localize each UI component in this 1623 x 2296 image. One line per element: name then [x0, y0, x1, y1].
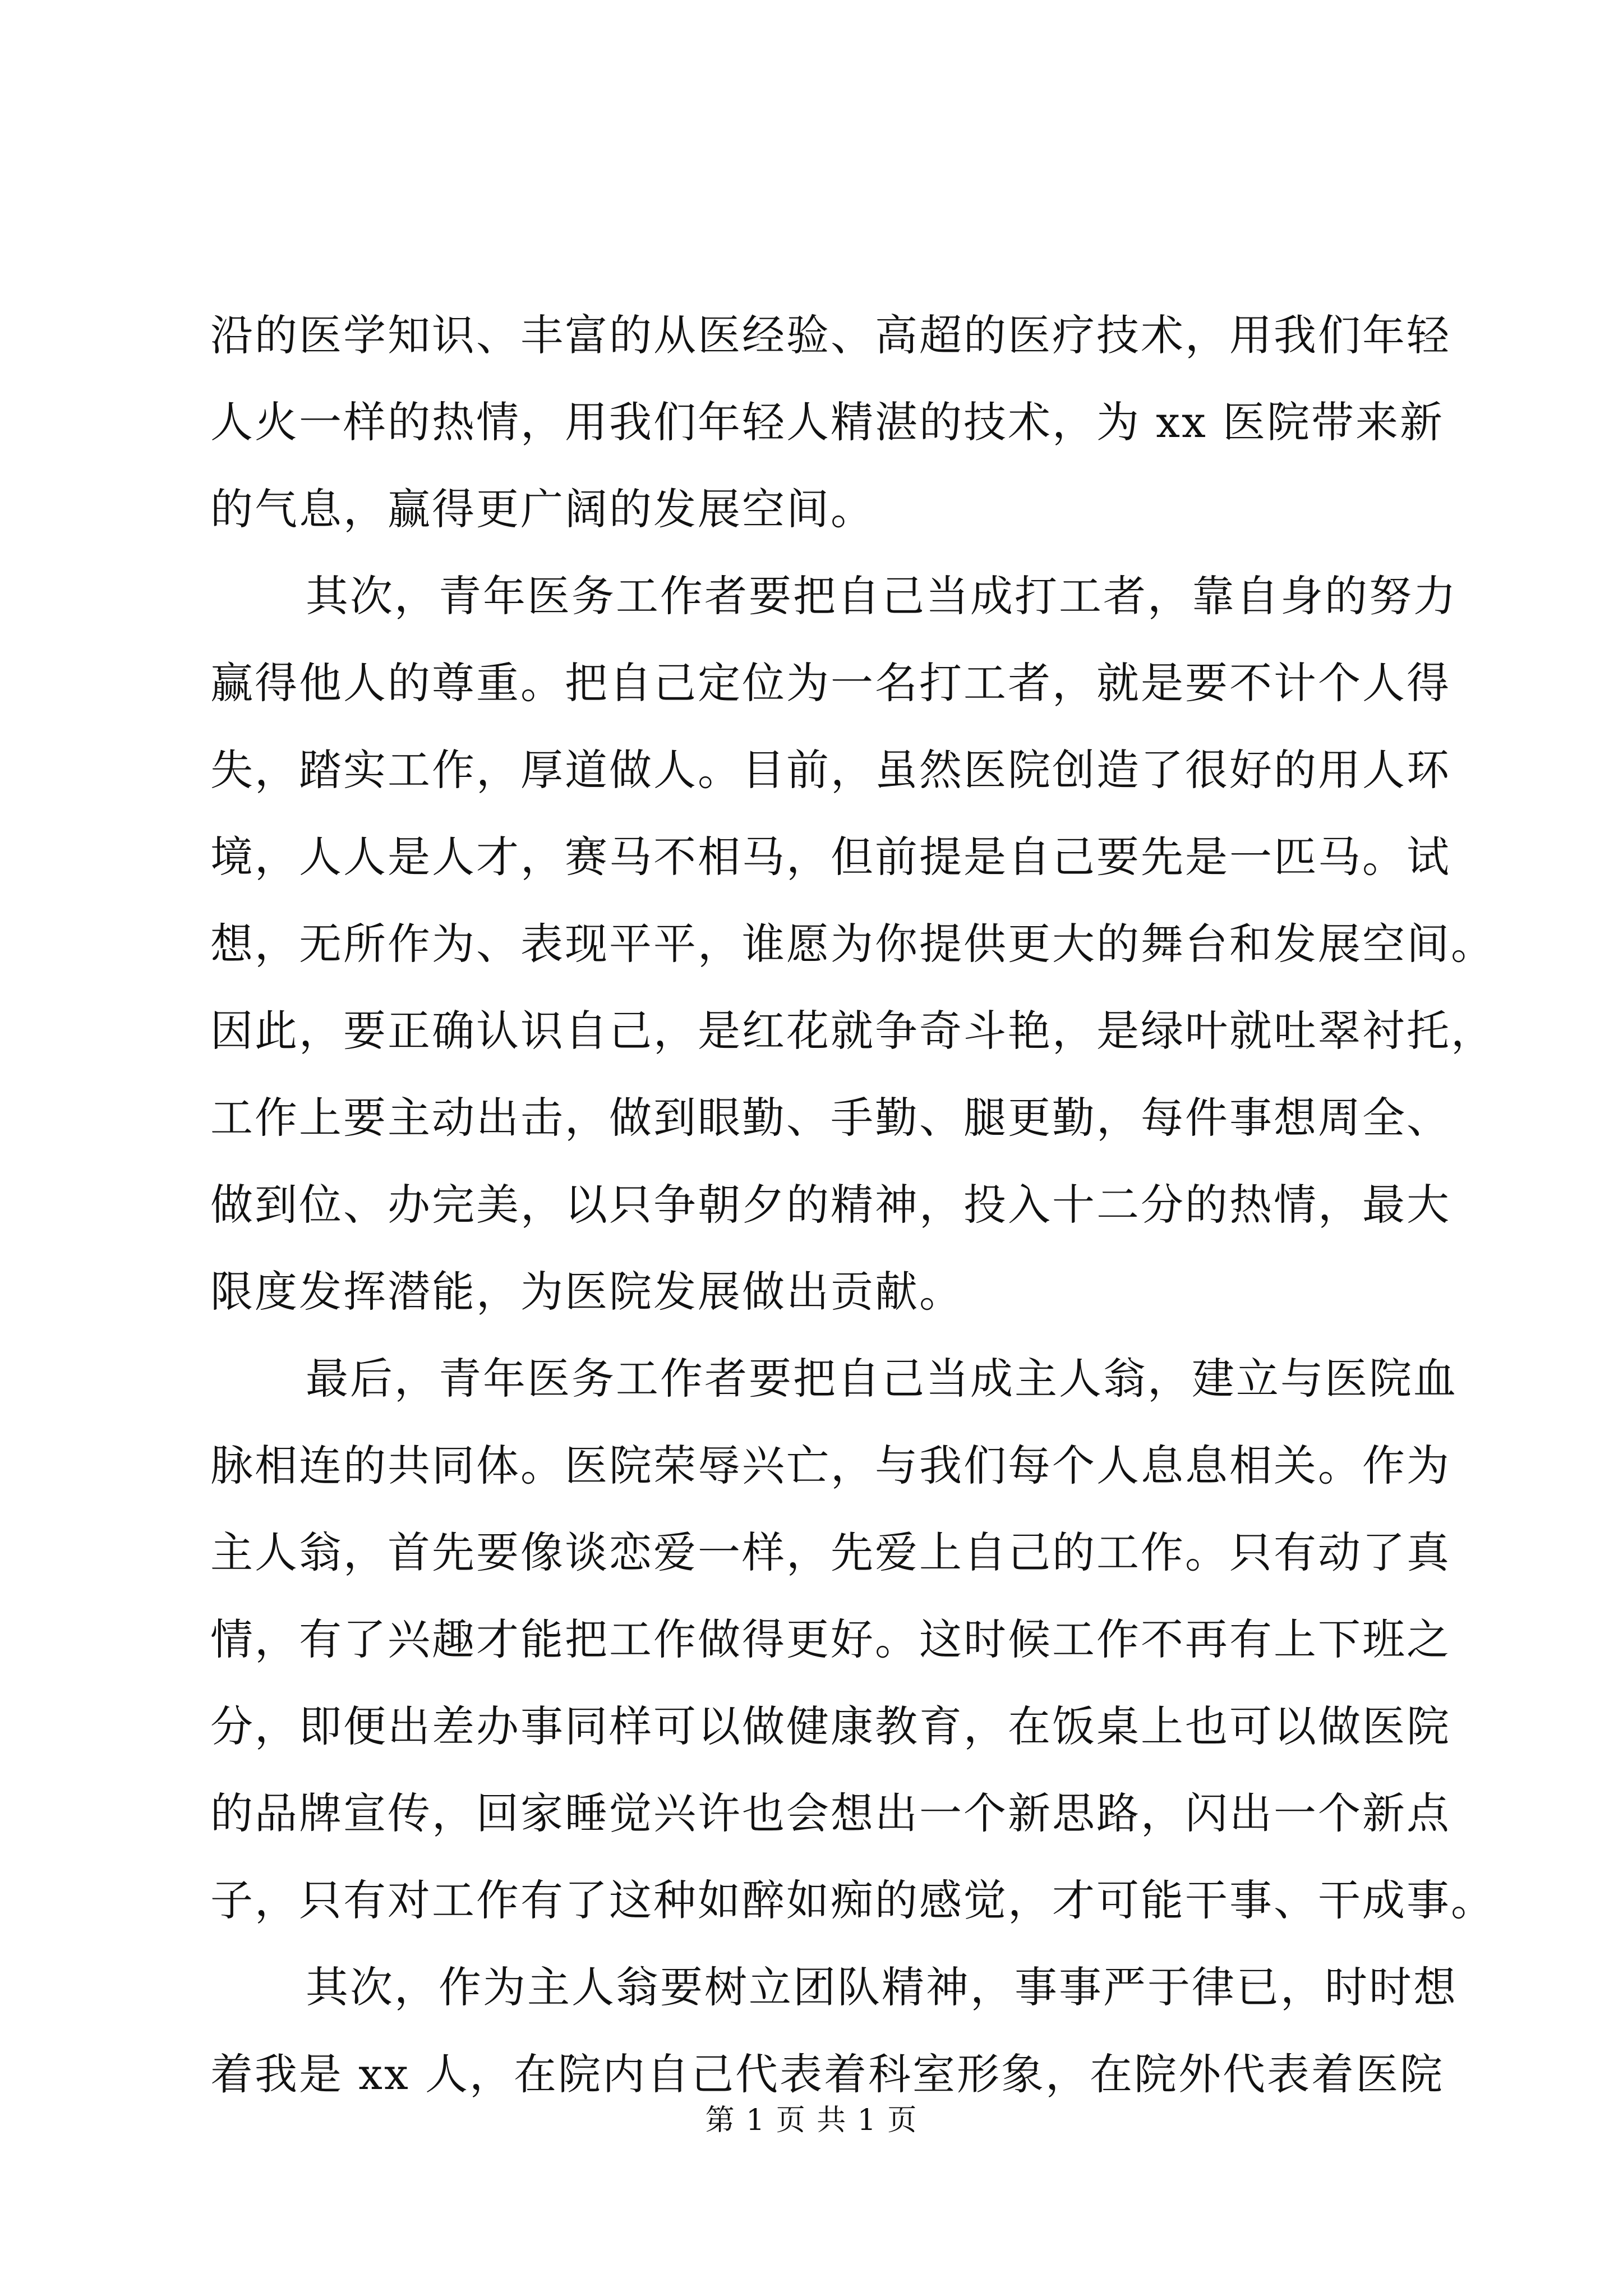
paragraph-first-line: 其次，作为主人翁要树立团队精神，事事严于律已，时时想 — [306, 1962, 1458, 2012]
text-line: 沿的医学知识、丰富的从医经验、高超的医疗技术，用我们年轻 — [210, 310, 1451, 360]
text-line: 的品牌宣传，回家睡觉兴许也会想出一个新思路，闪出一个新点 — [210, 1788, 1451, 1838]
text-line: 因此，要正确认识自己，是红花就争奇斗艳，是绿叶就吐翠衬托， — [210, 1006, 1495, 1056]
text-line: 脉相连的共同体。医院荣辱兴亡，与我们每个人息息相关。作为 — [210, 1441, 1451, 1490]
document-body — [210, 292, 1495, 2118]
text-line: 赢得他人的尊重。把自己定位为一名打工者，就是要不计个人得 — [210, 658, 1451, 708]
text-line: 工作上要主动出击，做到眼勤、手勤、腿更勤，每件事想周全、 — [210, 1093, 1451, 1143]
text-line: 着我是 xx 人，在院内自己代表着科室形象，在院外代表着医院 — [210, 2049, 1445, 2099]
paragraph-first-line: 最后，青年医务工作者要把自己当成主人翁，建立与医院血 — [306, 1354, 1458, 1404]
text-line: 分，即便出差办事同样可以做健康教育，在饭桌上也可以做医院 — [210, 1701, 1451, 1751]
text-line: 主人翁，首先要像谈恋爱一样，先爱上自己的工作。只有动了真 — [210, 1527, 1451, 1577]
text-line: 情，有了兴趣才能把工作做得更好。这时候工作不再有上下班之 — [210, 1614, 1451, 1664]
paragraph-first-line: 其次，青年医务工作者要把自己当成打工者，靠自身的努力 — [306, 571, 1458, 621]
text-line: 做到位、办完美，以只争朝夕的精神，投入十二分的热情，最大 — [210, 1180, 1451, 1230]
text-line: 失，踏实工作，厚道做人。目前，虽然医院创造了很好的用人环 — [210, 745, 1451, 795]
text-line: 人火一样的热情，用我们年轻人精湛的技术，为 xx 医院带来新 — [210, 397, 1445, 447]
text-line: 子，只有对工作有了这种如醉如痴的感觉，才可能干事、干成事。 — [210, 1875, 1495, 1925]
text-line: 限度发挥潜能，为医院发展做出贡献。 — [210, 1267, 963, 1317]
text-line: 境，人人是人才，赛马不相马，但前提是自己要先是一匹马。试 — [210, 832, 1451, 882]
page-footer — [0, 2101, 1623, 2140]
text-line: 想，无所作为、表现平平，谁愿为你提供更大的舞台和发展空间。 — [210, 919, 1495, 969]
text-line: 的气息，赢得更广阔的发展空间。 — [210, 484, 875, 534]
page-number-label: 第 1 页 共 1 页 — [705, 2104, 918, 2137]
